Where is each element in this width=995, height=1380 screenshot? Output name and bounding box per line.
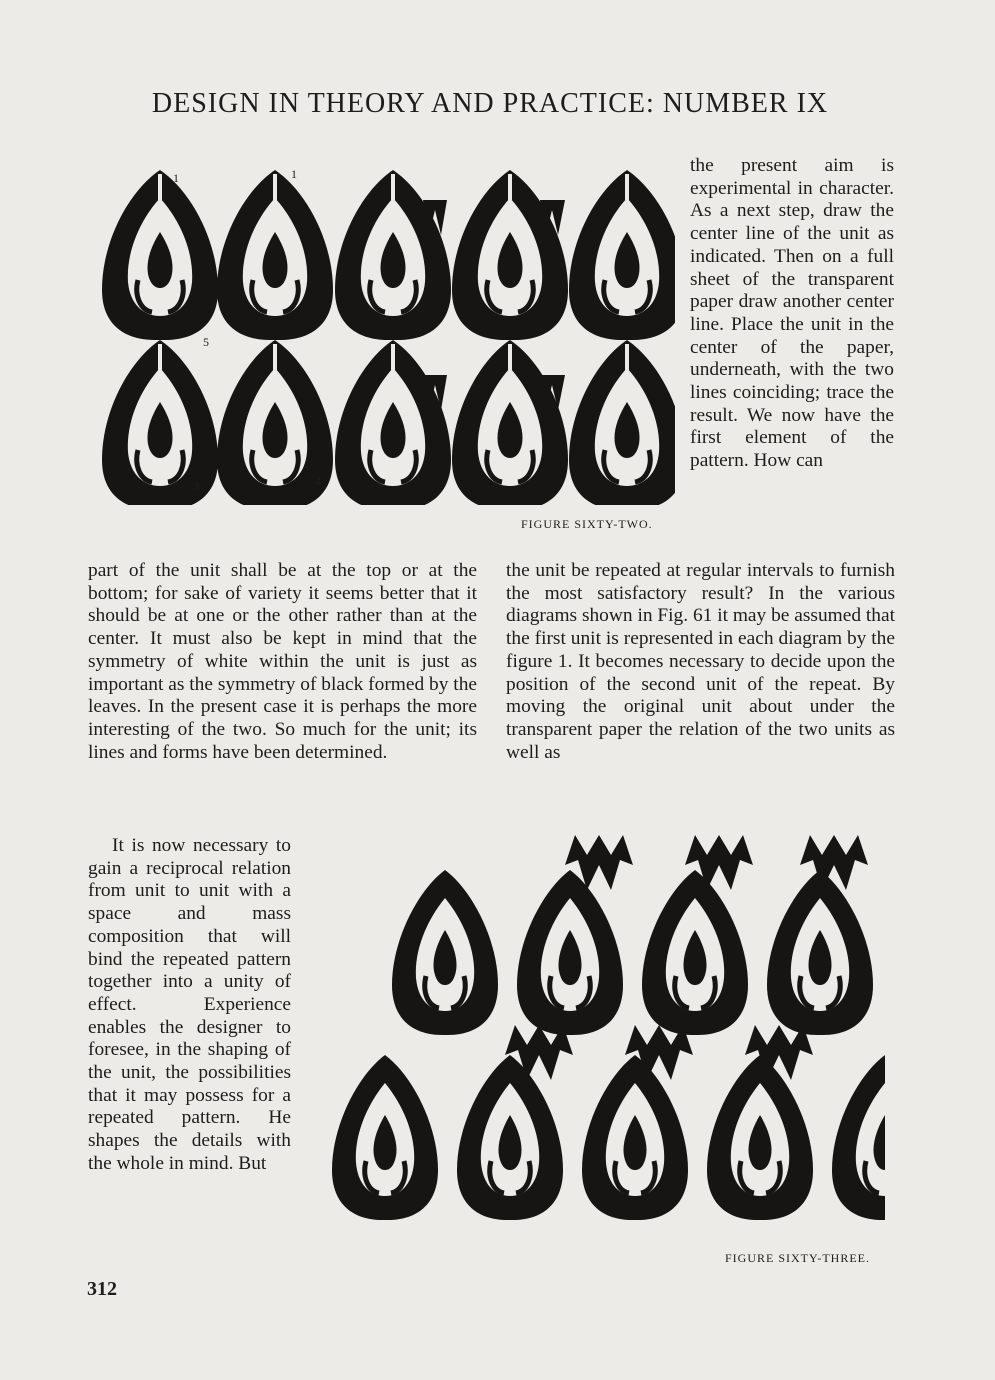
unit-number-label: 1 (291, 167, 297, 181)
paragraph-right-middle: the unit be repeated at regular intervals to furnish the most satisfactory result? In the various diagrams shown in Fig. 61 it may be assumed that the first unit is represented in each diagram by the figure 1. It becomes necessary to decide upon the position of the second unit of the repeat. By moving the original unit about under the transparent paper the relation of the two units as well as (506, 560, 895, 763)
unit-number-label: 3 (193, 479, 199, 493)
unit-number-label: 1 (173, 171, 179, 185)
paragraph-left-bottom: It is now necessary to gain a reciprocal relation from unit to unit with a space and mass composition that will bind the repeated pattern together into a unity of effect. Experience enables the designer to foresee, in the shaping of the unit, the possibilities that it may possess for a repeated pattern. He shapes the details with the whole in mind. But (88, 835, 291, 1174)
figure-sixty-three-caption: FIGURE SIXTY-THREE. (725, 1251, 870, 1265)
paragraph-left-middle: part of the unit shall be at the top or at the bottom; for sake of variety it seems better that it should be at one or the other rather than at the center. It must also be kept in mind that the symmetry of white within the unit is just as important as the symmetry of black formed by the leaves. In the present case it is perhaps the more interesting of the two. So much for the unit; its lines and forms have been determined. (88, 560, 477, 763)
paragraph-right-top: the present aim is experimental in character. As a next step, draw the center line of the unit as indicated. Then on a full sheet of the transparent paper draw another center line. Place the unit in the center of the paper, underneath, with the two lines coinciding; trace the result. We now have the first element of the pattern. How can (690, 155, 894, 472)
figure-sixty-two-caption: FIGURE SIXTY-TWO. (521, 517, 653, 531)
unit-number-label: 5 (203, 335, 209, 349)
figure-sixty-three (330, 830, 885, 1235)
page-number: 312 (87, 1278, 117, 1300)
unit-number-label: 4 (315, 474, 321, 488)
page-title: DESIGN IN THEORY AND PRACTICE: NUMBER IX (151, 88, 829, 119)
figure-sixty-two (95, 160, 675, 505)
